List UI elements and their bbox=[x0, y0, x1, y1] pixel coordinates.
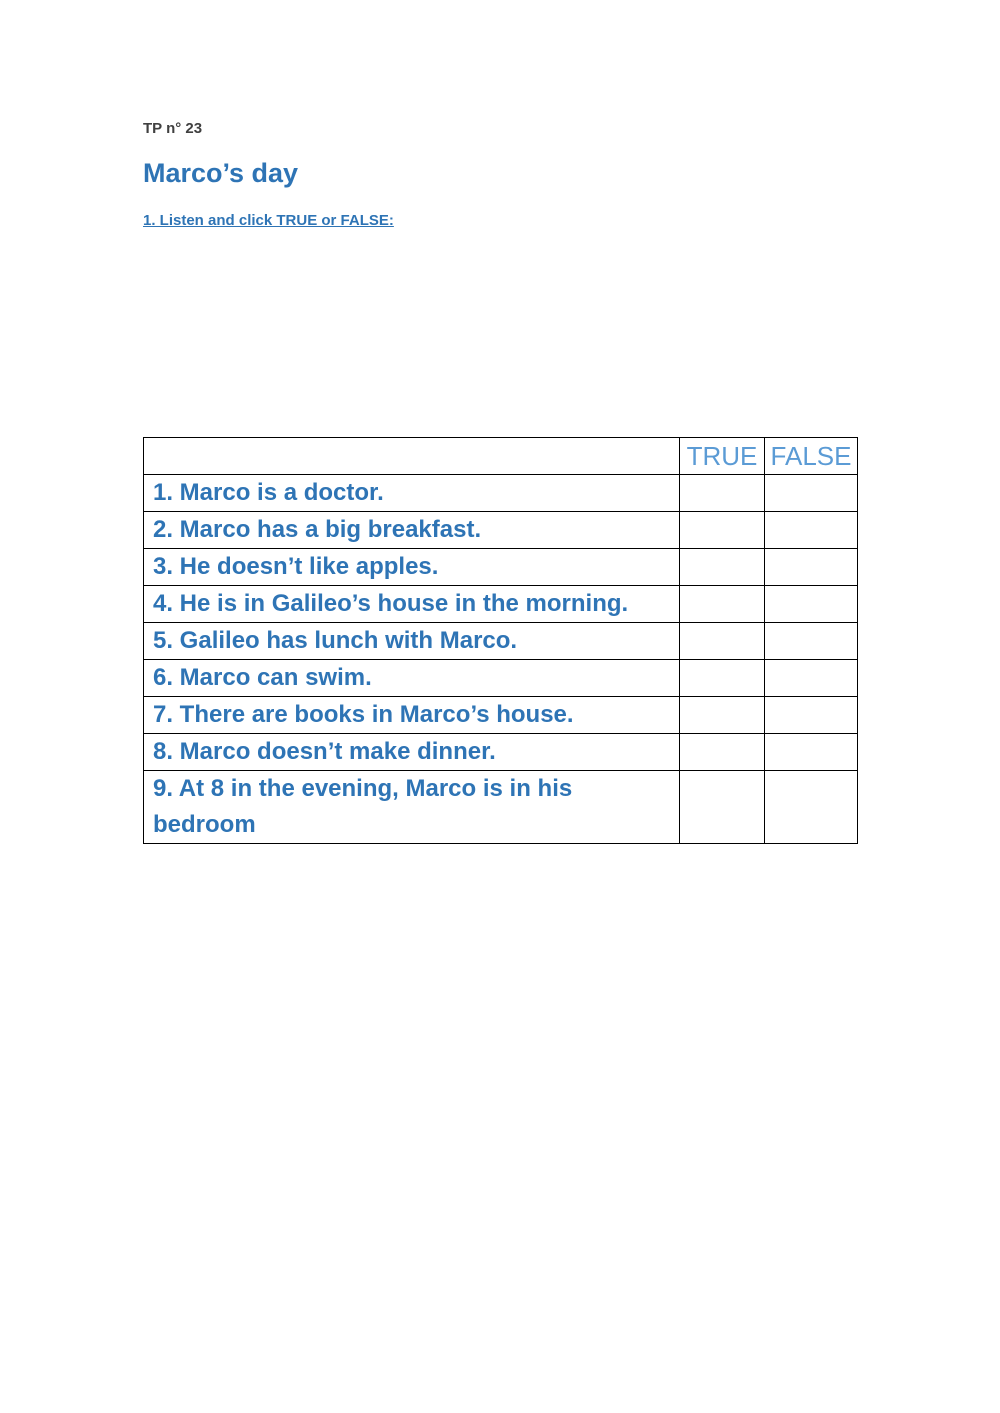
true-cell-4[interactable] bbox=[680, 586, 765, 623]
header-statement-cell bbox=[144, 438, 680, 475]
false-cell-1[interactable] bbox=[765, 475, 858, 512]
statement-6: 6. Marco can swim. bbox=[144, 660, 680, 697]
true-cell-8[interactable] bbox=[680, 734, 765, 771]
table-row bbox=[144, 475, 858, 512]
false-cell-7[interactable] bbox=[765, 697, 858, 734]
statement-7: 7. There are books in Marco’s house. bbox=[144, 697, 680, 734]
statement-3: 3. He doesn’t like apples. bbox=[144, 549, 680, 586]
tp-number-label: TP n° 23 bbox=[143, 120, 203, 137]
false-cell-8[interactable] bbox=[765, 734, 858, 771]
statement-9: 9. At 8 in the evening, Marco is in his bedroom bbox=[144, 771, 680, 844]
statement-4: 4. He is in Galileo’s house in the morning. bbox=[144, 586, 680, 623]
table-row bbox=[144, 697, 858, 734]
statement-8: 8. Marco doesn’t make dinner. bbox=[144, 734, 680, 771]
false-cell-2[interactable] bbox=[765, 512, 858, 549]
true-cell-1[interactable] bbox=[680, 475, 765, 512]
false-cell-6[interactable] bbox=[765, 660, 858, 697]
exercise-instruction: 1. Listen and click TRUE or FALSE: bbox=[143, 212, 394, 229]
table-row bbox=[144, 771, 858, 844]
true-cell-6[interactable] bbox=[680, 660, 765, 697]
statement-5: 5. Galileo has lunch with Marco. bbox=[144, 623, 680, 660]
false-cell-5[interactable] bbox=[765, 623, 858, 660]
header-true: TRUE bbox=[680, 438, 765, 475]
false-cell-4[interactable] bbox=[765, 586, 858, 623]
false-cell-3[interactable] bbox=[765, 549, 858, 586]
page-title: Marco’s day bbox=[143, 158, 299, 188]
table-row bbox=[144, 734, 858, 771]
true-cell-3[interactable] bbox=[680, 549, 765, 586]
true-cell-9[interactable] bbox=[680, 771, 765, 844]
table-row bbox=[144, 586, 858, 623]
statement-2: 2. Marco has a big breakfast. bbox=[144, 512, 680, 549]
table-row bbox=[144, 549, 858, 586]
table-row bbox=[144, 660, 858, 697]
table-row bbox=[144, 512, 858, 549]
false-cell-9[interactable] bbox=[765, 771, 858, 844]
true-cell-7[interactable] bbox=[680, 697, 765, 734]
true-false-table bbox=[143, 437, 858, 844]
table-header-row bbox=[144, 438, 858, 475]
header-false: FALSE bbox=[765, 438, 858, 475]
true-cell-2[interactable] bbox=[680, 512, 765, 549]
table-row bbox=[144, 623, 858, 660]
true-cell-5[interactable] bbox=[680, 623, 765, 660]
statement-1: 1. Marco is a doctor. bbox=[144, 475, 680, 512]
